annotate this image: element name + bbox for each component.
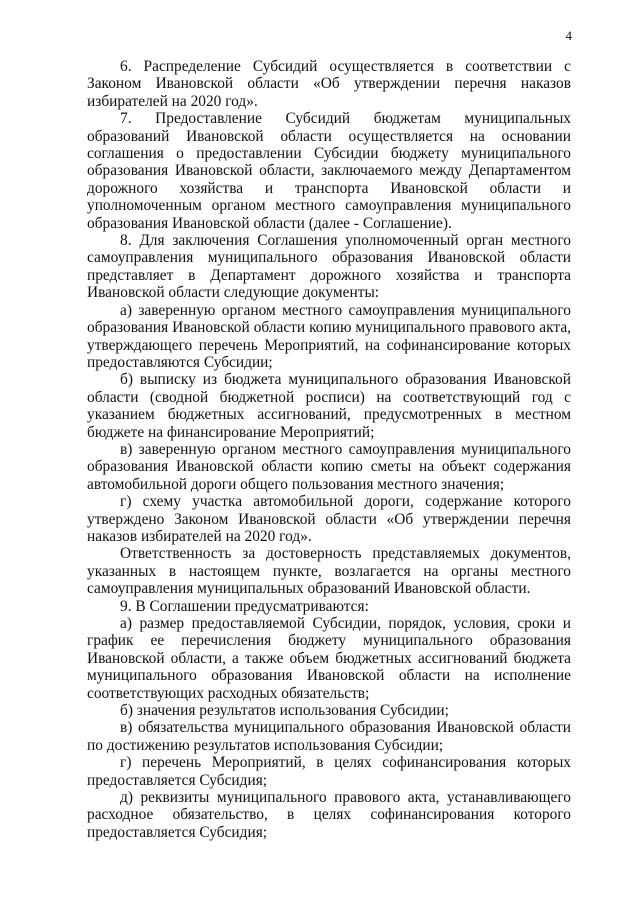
paragraph: Ответственность за достоверность представляемых документов, указанных в настоящем пункте, возлагается на органы местного самоуправления муниципальных образований Ивановской области. [87, 545, 571, 598]
paragraph: 9. В Соглашении предусматриваются: [120, 597, 369, 615]
paragraph: а) заверенную органом местного самоуправления муниципального образования Ивановской области копию муниципального правового акта, утверждающего перечень Мероприятий, на софинансирование которых предоставляются Субсидии; [87, 301, 571, 371]
paragraph: б) значения результатов использования Субсидии; [120, 702, 449, 720]
paragraph: в) обязательства муниципального образования Ивановской области по достижению результатов использования Субсидии; [87, 719, 571, 754]
paragraph: 7. Предоставление Субсидий бюджетам муниципальных образований Ивановской области осуществляется на основании соглашения о предоставлении Субсидии бюджету муниципального образования Ивановской области, заключаемого между Департаментом дорожного хозяйства и транспорта Ивановской области и уполномоченным органом местного самоуправления муниципального образования Ивановской области (далее - Соглашение). [87, 110, 571, 232]
paragraph: в) заверенную органом местного самоуправления муниципального образования Ивановской области копию сметы на объект содержания автомобильной дороги общего пользования местного значения; [87, 440, 571, 493]
paragraph: 8. Для заключения Соглашения уполномоченный орган местного самоуправления муниципального образования Ивановской области представляет в Департамент дорожного хозяйства и транспорта Ивановской области следующие документы: [87, 232, 571, 302]
paragraph: а) размер предоставляемой Субсидии, порядок, условия, сроки и график ее перечисления бюджету муниципального образования Ивановской области, а также объем бюджетных ассигнований бюджета муниципального образования Ивановской области на исполнение соответствующих расходных обязательств; [87, 615, 571, 702]
page-number: 4 [565, 28, 572, 43]
paragraph: г) перечень Мероприятий, в целях софинансирования которых предоставляется Субсидия; [87, 754, 571, 789]
paragraph: д) реквизиты муниципального правового акта, устанавливающего расходное обязательство, в целях софинансирования которого предоставляется Субсидия; [87, 789, 571, 841]
paragraph: б) выписку из бюджета муниципального образования Ивановской области (сводной бюджетной росписи) на соответствующий год с указанием бюджетных ассигнований, предусмотренных в местном бюджете на финансирование Мероприятий; [87, 371, 571, 441]
paragraph: г) схему участка автомобильной дороги, содержание которого утверждено Законом Ивановской области «Об утверждении перечня наказов избирателей на 2020 год». [87, 493, 571, 545]
document-body [87, 58, 571, 841]
paragraph: 6. Распределение Субсидий осуществляется в соответствии с Законом Ивановской области «Об утверждении перечня наказов избирателей на 2020 год». [87, 58, 571, 110]
